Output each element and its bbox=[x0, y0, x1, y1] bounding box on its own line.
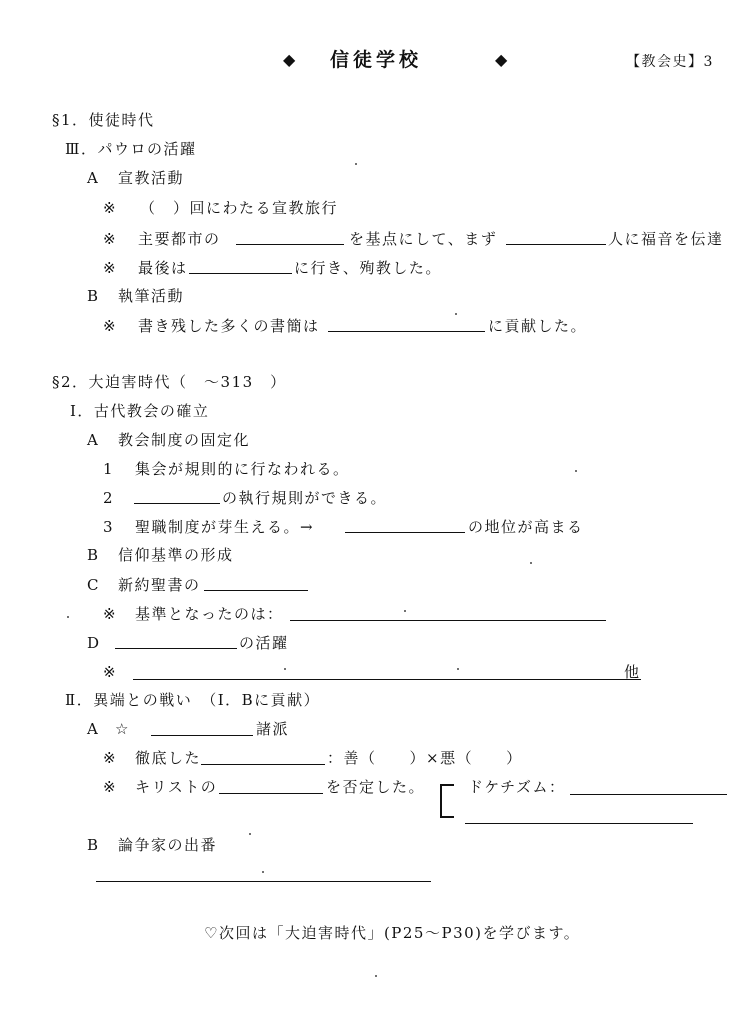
s1-b-item1-pre: 書き残した多くの書簡は bbox=[138, 317, 320, 335]
dot bbox=[262, 871, 264, 873]
right-diamond-icon: ◆ bbox=[495, 50, 508, 69]
blank-heresy-group bbox=[151, 735, 253, 736]
s1-a-item1-mark: ※ bbox=[103, 199, 118, 217]
s1-a-item3-post: に行き、殉教した。 bbox=[294, 259, 442, 277]
s2-a-item2-post: の執行規則ができる。 bbox=[222, 489, 388, 507]
blank-people bbox=[506, 244, 606, 245]
s2-d-post: の活躍 bbox=[239, 634, 289, 652]
s1-a-item2-post: 人に福音を伝達 bbox=[608, 230, 724, 248]
section2-heading: §2．大迫害時代（ ～313 ） bbox=[52, 373, 287, 391]
speck bbox=[249, 833, 251, 835]
s2-a-item1: 集会が規則的に行なわれる。 bbox=[135, 460, 350, 478]
speck bbox=[530, 562, 532, 564]
blank-apologist-names bbox=[133, 679, 641, 680]
s2-ii-a-item2-pre: キリストの bbox=[135, 778, 218, 796]
s1-a-title: 宣教活動 bbox=[118, 169, 185, 187]
s2-a-n1: 1 bbox=[103, 460, 115, 478]
s2-ii-a-item2-mark: ※ bbox=[103, 778, 118, 796]
s1-a-item3-pre: 最後は bbox=[138, 259, 188, 277]
s2-c-title: 新約聖書の bbox=[118, 576, 201, 594]
subject-label: 【教会史】3 bbox=[626, 54, 714, 70]
dot bbox=[404, 610, 406, 612]
blank-clergy bbox=[345, 532, 465, 533]
s1-a-item2-pre: 主要都市の bbox=[138, 230, 221, 248]
s1-b-item1-mark: ※ bbox=[103, 317, 118, 335]
s2-ii-a-label: A bbox=[87, 720, 100, 738]
blank-canon bbox=[204, 590, 308, 591]
s2-b-title: 信仰基準の形成 bbox=[118, 546, 234, 564]
s1-a-item1-text: （ ）回にわたる宣教旅行 bbox=[140, 199, 339, 217]
s2-a-item3-post: の地位が高まる bbox=[468, 518, 584, 536]
speck bbox=[455, 313, 457, 315]
footer-note: ♡次回は「大迫害時代」(P25～P30)を学びます。 bbox=[204, 924, 581, 942]
s2-ii-a-post: 諸派 bbox=[256, 720, 290, 738]
s1-b-title: 執筆活動 bbox=[118, 287, 185, 305]
s2-ii-a-item1-post: ：善（ ）×悪（ ） bbox=[327, 749, 523, 767]
s2-d-item-end: 他 bbox=[624, 663, 641, 681]
dot bbox=[457, 668, 459, 670]
s2-ii-a-item1-mark: ※ bbox=[103, 749, 118, 767]
s2-ii-a-item2-post: を否定した。 bbox=[326, 778, 426, 796]
blank-main-cities bbox=[236, 244, 344, 245]
s1-a-item3-mark: ※ bbox=[103, 259, 118, 277]
s2-a-n3: 3 bbox=[103, 518, 115, 536]
blank-apologists bbox=[115, 648, 237, 649]
s1-b-label: B bbox=[87, 287, 100, 305]
s2-a-n2: 2 bbox=[103, 489, 115, 507]
s2-c-item-mark: ※ bbox=[103, 605, 118, 623]
blank-controversialists bbox=[96, 881, 431, 882]
blank-epistles bbox=[328, 331, 485, 332]
blank-sacraments bbox=[134, 503, 220, 504]
blank-docetism-2 bbox=[465, 823, 693, 824]
s2-d-label: D bbox=[87, 634, 101, 652]
s2-a-item3-pre: 聖職制度が芽生える。→ bbox=[135, 518, 315, 536]
docetism-label: ドケチズム： bbox=[468, 778, 566, 796]
star-icon: ☆ bbox=[115, 720, 130, 738]
blank-docetism bbox=[570, 794, 727, 795]
blank-canon-basis bbox=[290, 620, 606, 621]
speck bbox=[67, 616, 69, 618]
blank-dualism bbox=[201, 764, 325, 765]
s2-a-label: A bbox=[87, 431, 100, 449]
s2-ii-b-title: 論争家の出番 bbox=[118, 836, 218, 854]
blank-christ-nature bbox=[219, 793, 323, 794]
s2-c-label: C bbox=[87, 576, 100, 594]
bracket bbox=[440, 784, 454, 818]
section2-sub1: Ⅰ．古代教会の確立 bbox=[70, 402, 210, 420]
blank-final-place bbox=[189, 273, 292, 274]
s2-b-label: B bbox=[87, 546, 100, 564]
s2-ii-a-item1-pre: 徹底した bbox=[135, 749, 202, 767]
s2-a-title: 教会制度の固定化 bbox=[118, 431, 251, 449]
section1-sub3: Ⅲ．パウロの活躍 bbox=[65, 140, 197, 158]
s1-b-item1-post: に貢献した。 bbox=[488, 317, 588, 335]
speck bbox=[575, 470, 577, 472]
s1-a-item2-mark: ※ bbox=[103, 230, 118, 248]
page-title: 信徒学校 bbox=[330, 49, 423, 71]
section2-sub2: Ⅱ．異端との戦い （Ⅰ．Bに貢献） bbox=[65, 691, 321, 709]
s1-a-item2-mid: を基点にして、まず bbox=[349, 230, 498, 248]
speck bbox=[375, 975, 377, 977]
s2-ii-b-label: B bbox=[87, 836, 100, 854]
s2-c-item-pre: 基準となったのは： bbox=[135, 605, 284, 623]
s1-a-label: A bbox=[87, 169, 100, 187]
section1-heading: §1．使徒時代 bbox=[52, 111, 155, 129]
s2-d-item-mark: ※ bbox=[103, 663, 118, 681]
dot bbox=[284, 668, 286, 670]
left-diamond-icon: ◆ bbox=[283, 50, 296, 69]
speck bbox=[355, 163, 357, 165]
